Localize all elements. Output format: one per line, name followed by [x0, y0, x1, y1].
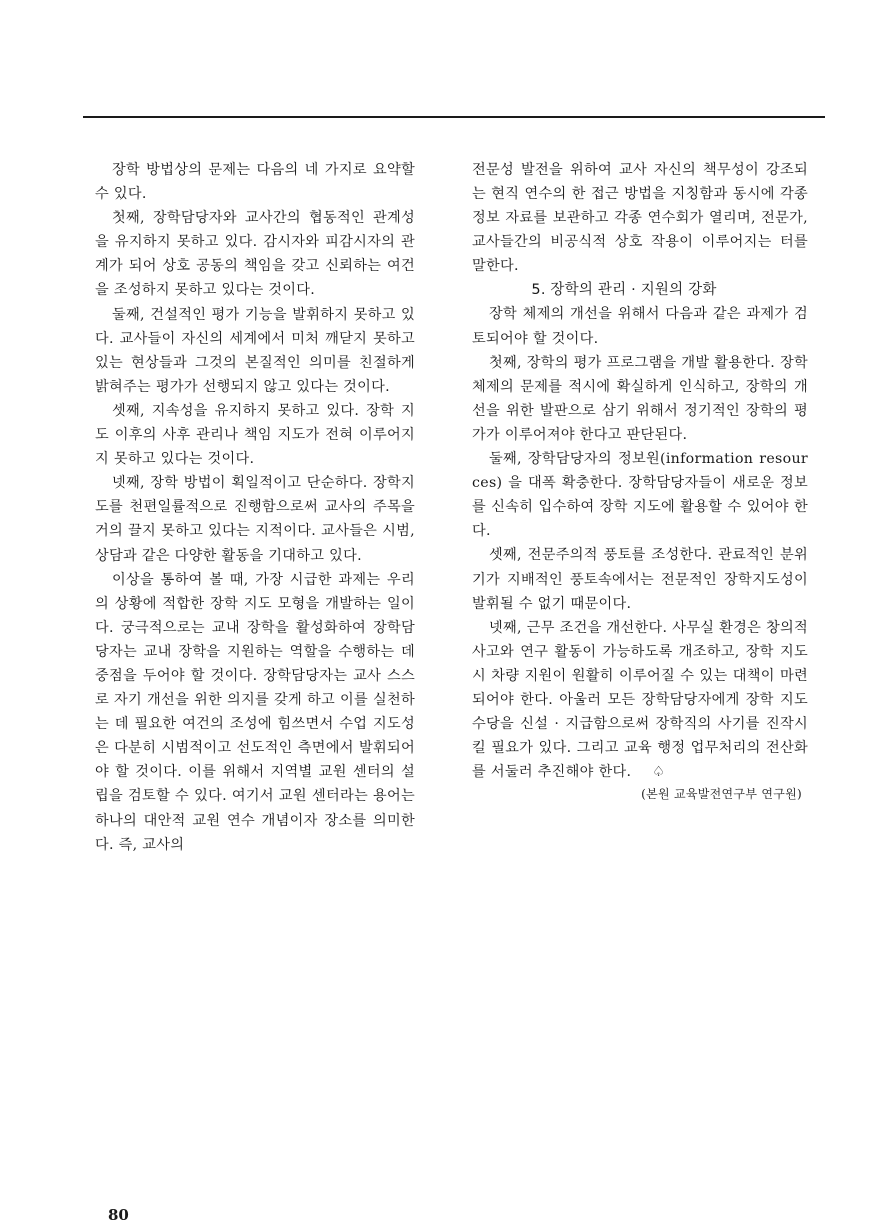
author-affiliation: (본원 교육발전연구부 연구원): [641, 787, 802, 802]
paragraph: 셋째, 전문주의적 풍토를 조성한다. 관료적인 분위기가 지배적인 풍토속에서는 전문적인 장학지도성이 발휘될 수 없기 때문이다.: [472, 547, 808, 612]
paragraph: 둘째, 건설적인 평가 기능을 발휘하지 못하고 있다. 교사들이 자신의 세계에서 미처 깨닫지 못하고 있는 현상들과 그것의 본질적인 의미를 친절하게 밝혀주는 평가가 선행되지 않고 있다는 것이다.: [95, 306, 415, 395]
end-mark-icon: ♤: [652, 764, 666, 781]
section-heading: 5. 장학의 관리 · 지원의 강화: [531, 282, 717, 299]
right-column: [472, 158, 808, 804]
left-column: [95, 158, 415, 857]
paragraph: 첫째, 장학담당자와 교사간의 협동적인 관계성을 유지하지 못하고 있다. 감시자와 피감시자의 관계가 되어 상호 공동의 책임을 갖고 신뢰하는 여건을 조성하지 못하고 있다는 것이다.: [95, 210, 415, 299]
paragraph: 셋째, 지속성을 유지하지 못하고 있다. 장학 지도 이후의 사후 관리나 책임 지도가 전혀 이루어지지 못하고 있다는 것이다.: [95, 402, 415, 468]
paragraph: 장학 방법상의 문제는 다음의 네 가지로 요약할 수 있다.: [95, 162, 415, 203]
paragraph-continuation: 전문성 발전을 위하여 교사 자신의 책무성이 강조되는 현직 연수의 한 접근 방법을 지칭함과 동시에 각종 정보 자료를 보관하고 각종 연수회가 열리며, 전문가, 교사들간의 비공식적 상호 작용이 이루어지는 터를 말한다.: [472, 162, 808, 275]
paragraph: 장학 체제의 개선을 위해서 다음과 같은 과제가 검토되어야 할 것이다.: [472, 306, 808, 347]
last-paragraph: [472, 616, 808, 785]
paragraph: 넷째, 장학 방법이 획일적이고 단순하다. 장학지도를 천편일률적으로 진행함으로써 교사의 주목을 거의 끌지 못하고 있다는 지적이다. 교사들은 시범, 상담과 같은 다양한 활동을 기대하고 있다.: [95, 475, 415, 564]
paragraph: 둘째, 장학담당자의 정보원(information resources) 을 대폭 확충한다. 장학담당자들이 새로운 정보를 신속히 입수하여 장학 지도에 활용할 수 있어야 한다.: [472, 451, 808, 540]
header-rule: [83, 116, 825, 118]
paragraph: 첫째, 장학의 평가 프로그램을 개발 활용한다. 장학 체제의 문제를 적시에 확실하게 인식하고, 장학의 개선을 위한 발판으로 삼기 위해서 정기적인 장학의 평가가 이루어져야 한다고 판단된다.: [472, 354, 808, 443]
paragraph-text: 넷째, 근무 조건을 개선한다. 사무실 환경은 창의적 사고와 연구 활동이 가능하도록 개조하고, 장학 지도시 차량 지원이 원활히 이루어질 수 있는 대책이 마련되어야 한다. 아울러 모든 장학담당자에게 장학 지도 수당을 신설 · 지급함으로써 장학직의 사기를 진작시킬 필요가 있다. 그리고 교육 행정 업무처리의 전산화를 서둘러 추진해야 한다.: [472, 619, 808, 781]
page-number: 80: [108, 1206, 129, 1224]
paragraph: 이상을 통하여 볼 때, 가장 시급한 과제는 우리의 상황에 적합한 장학 지도 모형을 개발하는 일이다. 궁극적으로는 교내 장학을 활성화하여 장학담당자는 교내 장학을 지원하는 역할을 수행하는 데 중점을 두어야 할 것이다. 장학담당자는 교사 스스로 자기 개선을 위한 의지를 갖게 하고 이를 실천하는 데 필요한 여건의 조성에 힘쓰면서 수업 지도성은 다분히 시범적이고 선도적인 측면에서 발휘되어야 할 것이다. 이를 위해서 지역별 교원 센터의 설립을 검토할 수 있다. 여기서 교원 센터라는 용어는 하나의 대안적 교원 연수 개념이자 장소를 의미한다. 즉, 교사의: [95, 571, 415, 853]
